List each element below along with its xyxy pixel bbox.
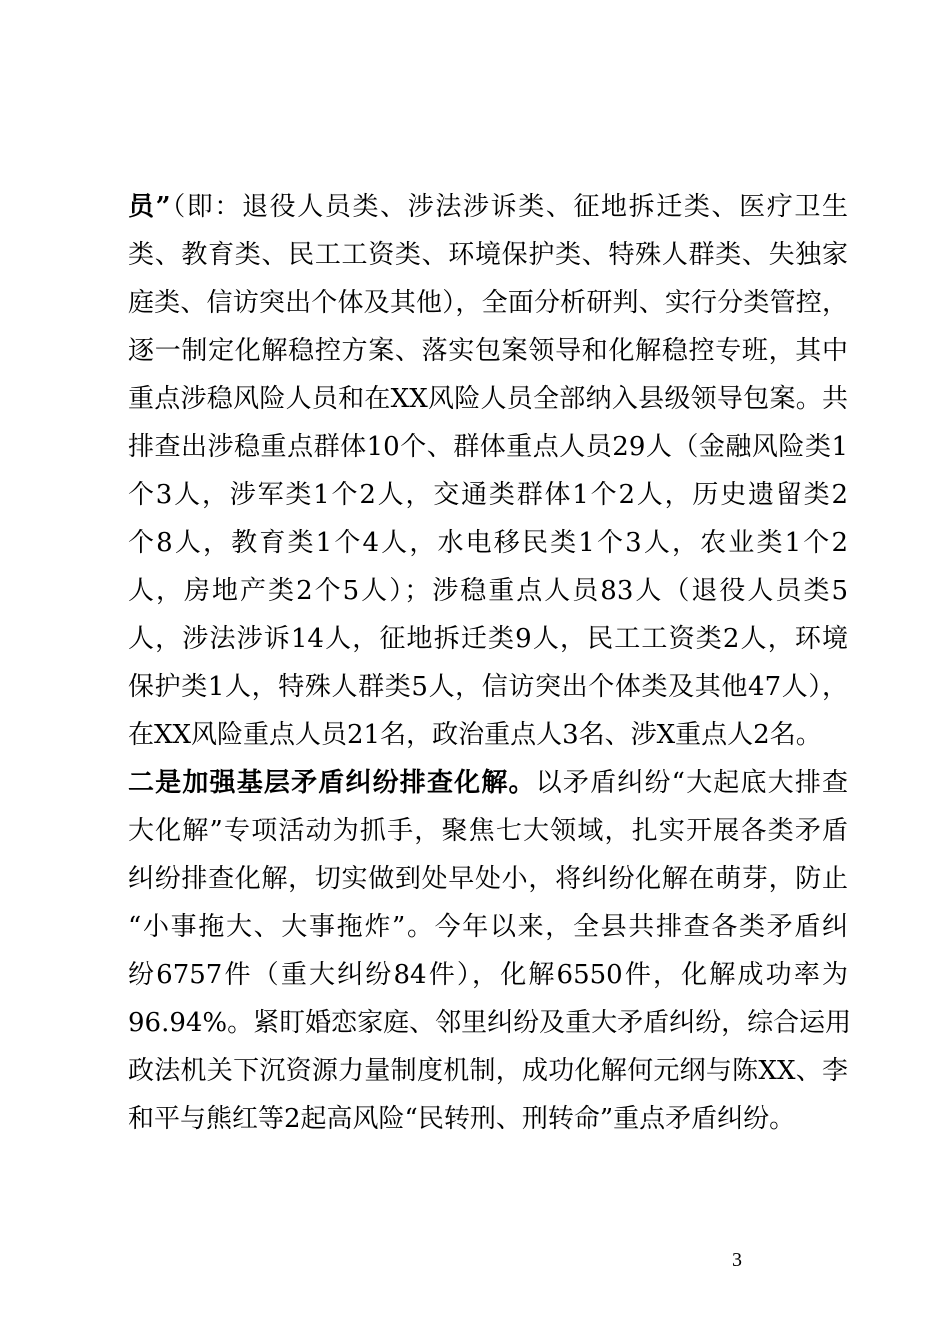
line-text: 保护类1人，特殊人群类5人，信访突出个体类及其他47人）， xyxy=(128,672,848,702)
line-text: 以矛盾纠纷“大起底大排查 xyxy=(535,768,848,798)
line-text: 人，涉法涉诉14人，征地拆迁类9人，民工工资类2人，环境 xyxy=(128,624,848,654)
text-line xyxy=(128,859,848,899)
line-text: 纠纷排查化解，切实做到处早处小，将纠纷化解在萌芽，防止 xyxy=(128,864,848,894)
text-line xyxy=(128,907,848,947)
text-line xyxy=(128,571,848,611)
line-text: 类、教育类、民工工资类、环境保护类、特殊人群类、失独家 xyxy=(128,240,848,270)
line-text: 个3人，涉军类1个2人，交通类群体1个2人，历史遗留类2 xyxy=(128,480,848,510)
text-line xyxy=(128,811,848,851)
line-text: 大化解”专项活动为抓手，聚焦七大领域，扎实开展各类矛盾 xyxy=(128,816,848,846)
line-text: （即：退役人员类、涉法涉诉类、征地拆迁类、医疗卫生 xyxy=(170,192,848,222)
line-text: 人，房地产类2个5人）；涉稳重点人员83人（退役人员类5 xyxy=(128,576,848,606)
line-text: 和平与熊红等2起高风险“民转刑、刑转命”重点矛盾纠纷。 xyxy=(128,1104,796,1134)
text-line xyxy=(128,715,848,755)
line-text: 排查出涉稳重点群体10个、群体重点人员29人（金融风险类1 xyxy=(128,432,848,462)
text-line xyxy=(128,955,848,995)
line-text: 个8人，教育类1个4人，水电移民类1个3人，农业类1个2 xyxy=(128,528,848,558)
text-line xyxy=(128,475,848,515)
line-text: 庭类、信访突出个体及其他），全面分析研判、实行分类管控， xyxy=(128,288,848,318)
text-line xyxy=(128,331,848,371)
text-line xyxy=(128,187,848,227)
bold-lead: 员” xyxy=(128,192,171,222)
text-line xyxy=(128,523,848,563)
line-text: 逐一制定化解稳控方案、落实包案领导和化解稳控专班，其中 xyxy=(128,336,848,366)
text-line xyxy=(128,1051,848,1091)
text-line xyxy=(128,283,848,323)
text-line xyxy=(128,427,848,467)
line-text: 政法机关下沉资源力量制度机制，成功化解何元纲与陈XX、李 xyxy=(128,1056,848,1086)
text-line xyxy=(128,1099,848,1139)
text-line xyxy=(128,235,848,275)
line-text: “小事拖大、大事拖炸”。今年以来，全县共排查各类矛盾纠 xyxy=(128,912,848,942)
text-line xyxy=(128,619,848,659)
line-text: 在XX风险重点人员21名，政治重点人3名、涉X重点人2名。 xyxy=(128,720,822,750)
line-text: 重点涉稳风险人员和在XX风险人员全部纳入县级领导包案。共 xyxy=(128,384,848,414)
text-line xyxy=(128,1003,852,1043)
page-number: 3 xyxy=(732,1249,742,1271)
text-line xyxy=(128,667,848,707)
bold-lead: 二是加强基层矛盾纠纷排查化解。 xyxy=(128,768,536,798)
text-line xyxy=(128,763,848,803)
line-text: 纷6757件（重大纠纷84件），化解6550件，化解成功率为 xyxy=(128,960,848,990)
line-text: 96.94%。紧盯婚恋家庭、邻里纠纷及重大矛盾纠纷，综合运用 xyxy=(128,1008,852,1038)
text-line xyxy=(128,379,848,419)
